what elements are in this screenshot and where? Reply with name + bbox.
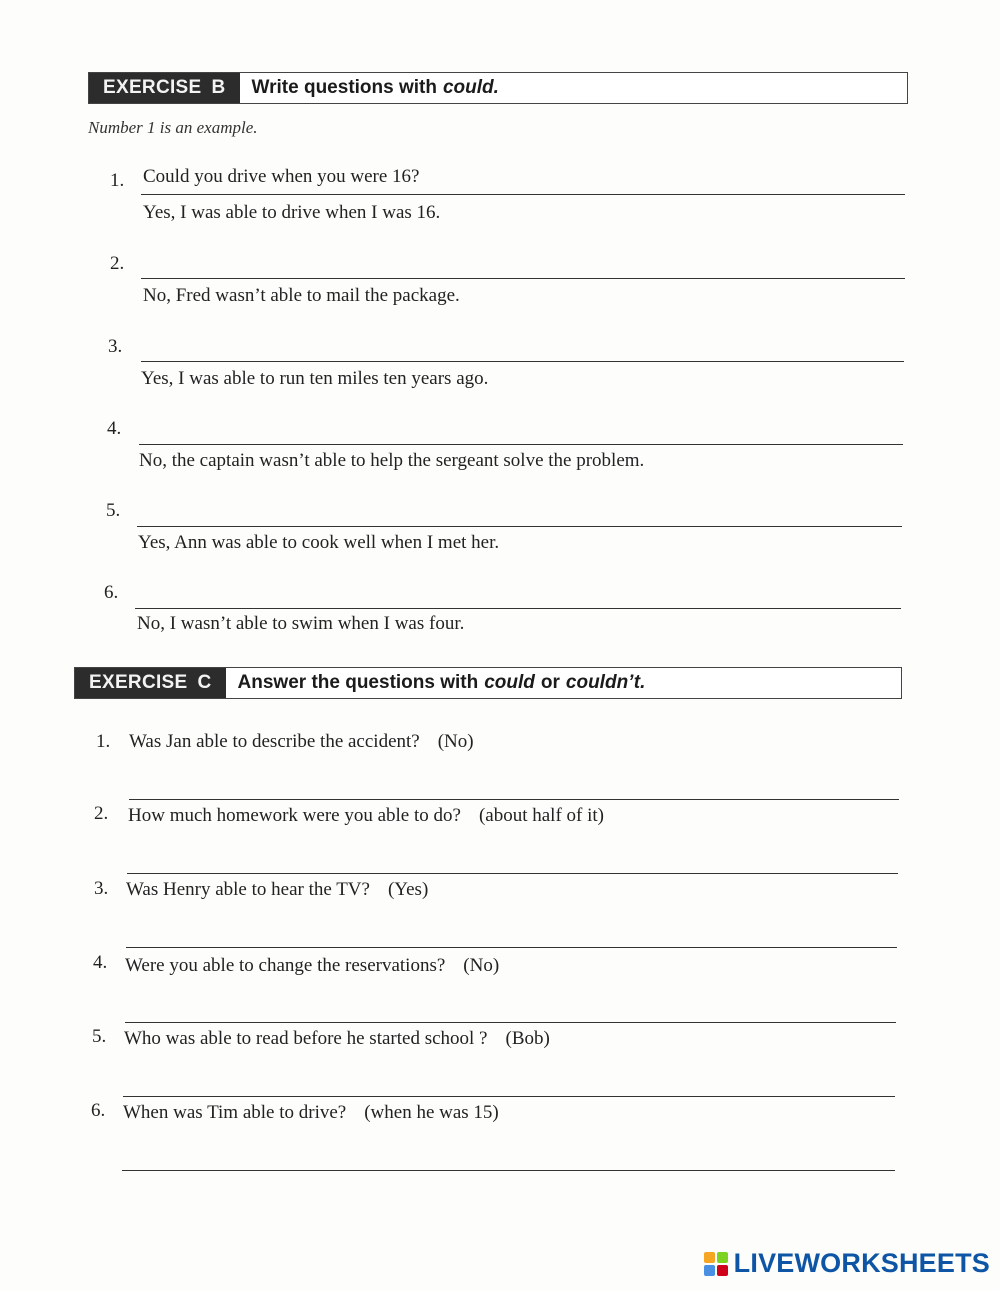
given-answer: Yes, I was able to drive when I was 16. (143, 202, 441, 223)
hint: (No) (437, 731, 474, 752)
example-question: Could you drive when you were 16? (143, 166, 420, 187)
exercise-b-letter: B (211, 77, 226, 98)
item-number: 6. (91, 1100, 106, 1121)
given-answer: No, the captain wasn’t able to help the sergeant solve the problem. (139, 450, 645, 471)
question: When was Tim able to drive? (123, 1102, 347, 1123)
exercise-c-title-or: or (540, 672, 560, 693)
question-input-line[interactable] (135, 608, 901, 609)
question: Who was able to read before he started school ? (124, 1028, 488, 1049)
hint: (No) (463, 955, 500, 976)
exercise-c-title-could: could (484, 672, 535, 693)
item-number: 1. (110, 170, 125, 191)
logo-tile (704, 1265, 715, 1276)
brand-name: LIVEWORKSHEETS (733, 1248, 990, 1278)
item-number: 3. (108, 336, 123, 357)
exercise-b-title-italic: could. (442, 77, 499, 98)
logo-tile (717, 1252, 728, 1263)
given-answer: Yes, I was able to run ten miles ten years ago. (141, 368, 489, 389)
given-answer: No, I wasn’t able to swim when I was four. (137, 613, 465, 634)
question-input-line[interactable] (137, 526, 902, 527)
hint: (about half of it) (478, 805, 604, 826)
item-number: 5. (92, 1026, 107, 1047)
exercise-c-title (226, 668, 652, 698)
item-number: 2. (94, 803, 109, 824)
exercise-c-tag (75, 668, 226, 698)
hint: (when he was 15) (364, 1102, 499, 1123)
question-text (125, 955, 499, 977)
question-input-line[interactable] (139, 444, 903, 445)
given-answer: No, Fred wasn’t able to mail the package. (143, 285, 460, 306)
hint: (Bob) (505, 1028, 550, 1049)
exercise-b-tag-label: EXERCISE (103, 77, 202, 98)
question: How much homework were you able to do? (128, 805, 461, 826)
exercise-b-tag (89, 73, 240, 103)
answer-input-line[interactable] (125, 1022, 896, 1023)
exercise-c-title-couldnt: couldn’t. (565, 672, 646, 693)
answer-input-line[interactable] (127, 873, 898, 874)
answer-line (141, 194, 905, 195)
item-number: 2. (110, 253, 125, 274)
exercise-b-title-prefix: Write questions with (251, 77, 437, 98)
item-number: 4. (93, 952, 108, 973)
liveworksheets-logo-icon (704, 1252, 728, 1276)
answer-input-line[interactable] (129, 799, 899, 800)
item-number: 3. (94, 878, 109, 899)
logo-tile (717, 1265, 728, 1276)
question-text (123, 1102, 499, 1124)
answer-input-line[interactable] (126, 947, 897, 948)
exercise-c-letter: C (197, 672, 212, 693)
exercise-c-tag-label: EXERCISE (89, 672, 188, 693)
exercise-c-title-prefix: Answer the questions with (237, 672, 479, 693)
question: Was Jan able to describe the accident? (129, 731, 420, 752)
question: Were you able to change the reservations? (125, 955, 446, 976)
exercise-c-header (74, 667, 902, 699)
question-input-line[interactable] (141, 278, 905, 279)
item-number: 4. (107, 418, 122, 439)
question-text (126, 879, 428, 901)
question-text (128, 805, 604, 827)
question-input-line[interactable] (141, 361, 904, 362)
given-answer: Yes, Ann was able to cook well when I met her. (138, 532, 500, 553)
answer-input-line[interactable] (123, 1096, 895, 1097)
example-note: Number 1 is an example. (88, 118, 258, 137)
item-number: 5. (106, 500, 121, 521)
logo-tile (704, 1252, 715, 1263)
exercise-b-header (88, 72, 908, 104)
hint: (Yes) (387, 879, 429, 900)
question-text (129, 731, 474, 753)
item-number: 6. (104, 582, 119, 603)
question: Was Henry able to hear the TV? (126, 879, 370, 900)
item-number: 1. (96, 731, 111, 752)
answer-input-line[interactable] (122, 1170, 895, 1171)
exercise-b-title (240, 73, 505, 103)
liveworksheets-brand[interactable] (704, 1248, 990, 1279)
question-text (124, 1028, 550, 1050)
